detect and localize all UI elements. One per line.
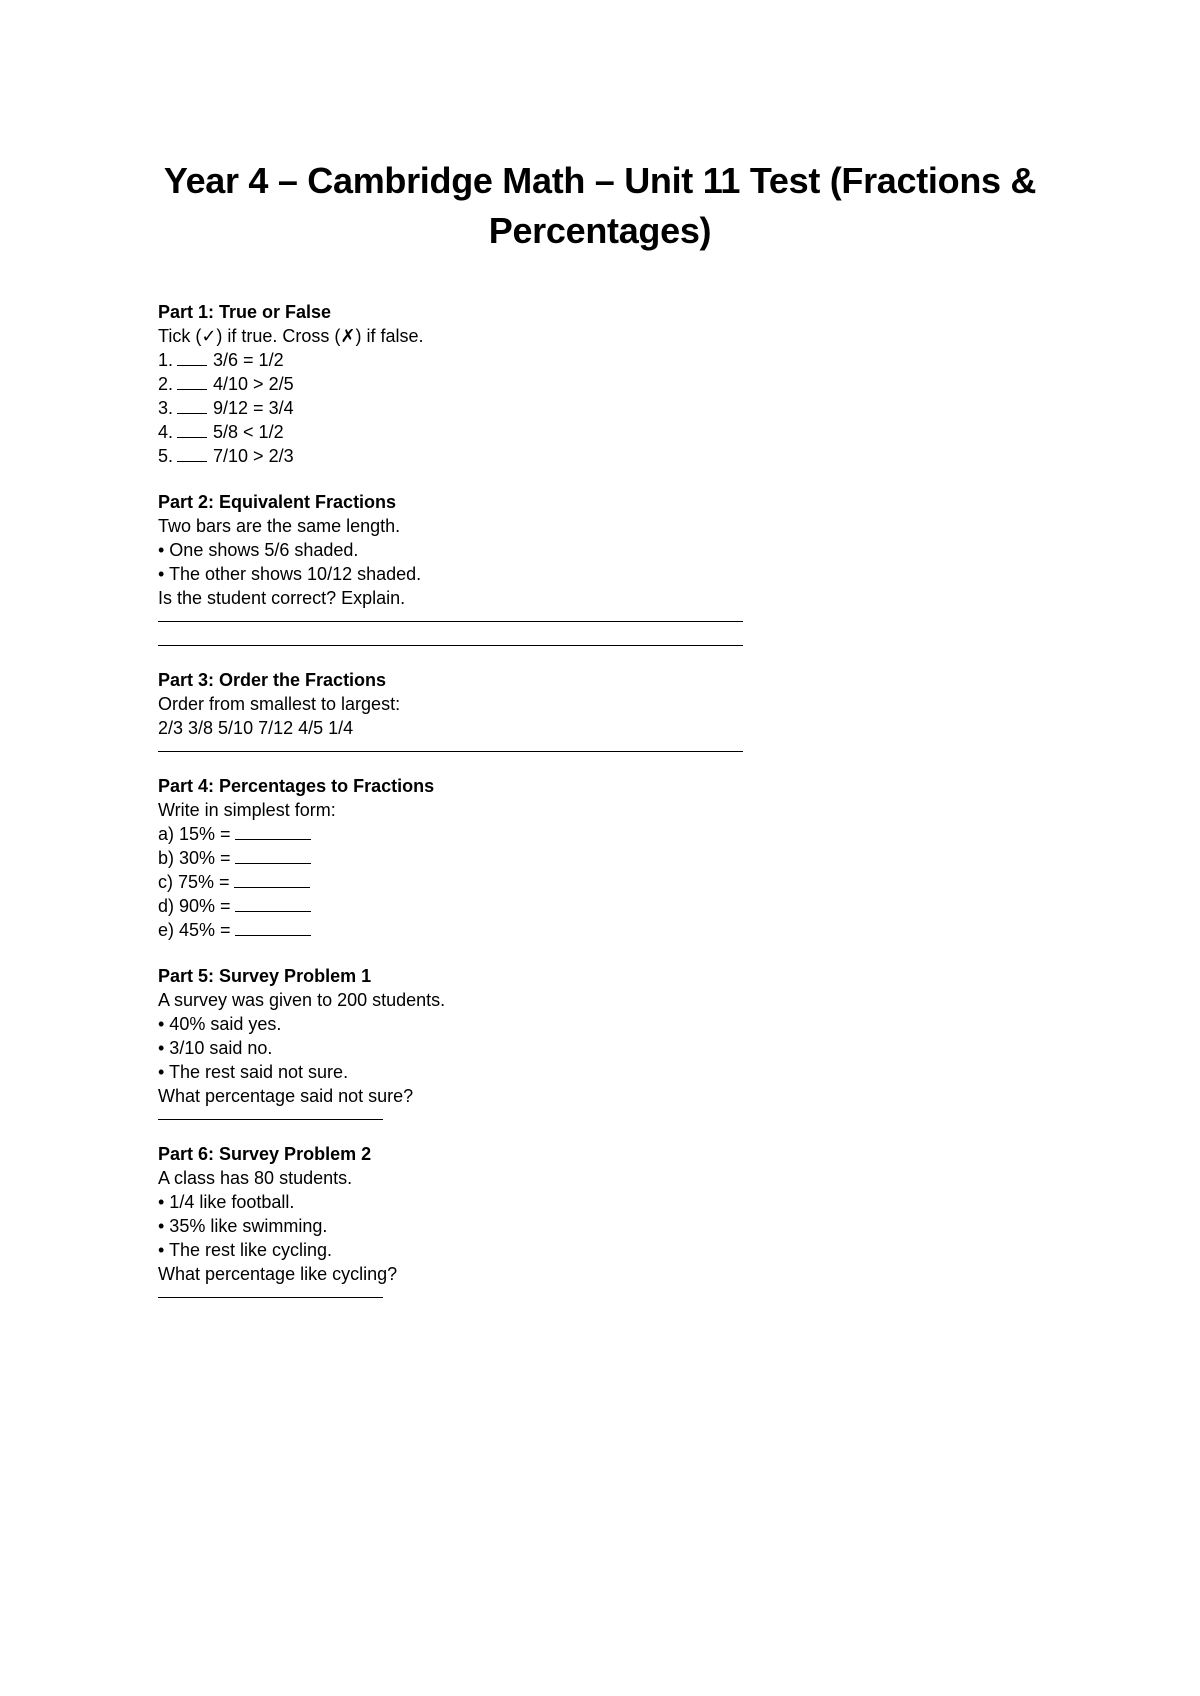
part-1-instruction: Tick (✓) if true. Cross (✗) if false.: [158, 326, 424, 346]
part-5-bullet: • The rest said not sure.: [158, 1062, 349, 1082]
true-false-item: [158, 348, 958, 372]
conversion-prompt: d) 90% =: [158, 896, 231, 916]
answer-line[interactable]: [158, 1119, 383, 1120]
answer-line[interactable]: [158, 751, 743, 752]
worksheet-content: [158, 300, 958, 1298]
answer-blank[interactable]: [177, 399, 207, 414]
item-statement: 3/6 = 1/2: [213, 350, 284, 370]
answer-blank[interactable]: [235, 849, 311, 864]
conversion-prompt: a) 15% =: [158, 824, 231, 844]
true-false-item: [158, 420, 958, 444]
part-6-title: Part 6: Survey Problem 2: [158, 1144, 372, 1164]
part-5-section: [158, 964, 958, 1120]
conversion-prompt: e) 45% =: [158, 920, 231, 940]
part-5-title: Part 5: Survey Problem 1: [158, 966, 372, 986]
answer-line[interactable]: [158, 645, 743, 646]
answer-blank[interactable]: [177, 375, 207, 390]
part-4-title: Part 4: Percentages to Fractions: [158, 776, 435, 796]
conversion-prompt: b) 30% =: [158, 848, 231, 868]
part-6-line: A class has 80 students.: [158, 1168, 353, 1188]
part-3-title: Part 3: Order the Fractions: [158, 670, 387, 690]
conversion-item: [158, 918, 958, 942]
answer-blank[interactable]: [177, 423, 207, 438]
page-title: Year 4 – Cambridge Math – Unit 11 Test (Fractions & Percentages): [163, 160, 1037, 251]
part-6-section: [158, 1142, 958, 1298]
item-statement: 9/12 = 3/4: [213, 398, 294, 418]
part-6-bullet: • 1/4 like football.: [158, 1192, 295, 1212]
part-2-question: Is the student correct? Explain.: [158, 588, 406, 608]
answer-line[interactable]: [158, 621, 743, 622]
part-4-section: [158, 774, 958, 942]
conversion-item: [158, 894, 958, 918]
part-1-title: Part 1: True or False: [158, 302, 332, 322]
part-2-line: Two bars are the same length.: [158, 516, 401, 536]
part-5-line: A survey was given to 200 students.: [158, 990, 446, 1010]
part-4-instruction: Write in simplest form:: [158, 800, 336, 820]
conversion-item: [158, 822, 958, 846]
part-3-instruction: Order from smallest to largest:: [158, 694, 401, 714]
answer-blank[interactable]: [235, 825, 311, 840]
answer-blank[interactable]: [234, 873, 310, 888]
part-2-bullet: • The other shows 10/12 shaded.: [158, 564, 422, 584]
item-number: 2.: [158, 374, 174, 394]
answer-blank[interactable]: [177, 447, 207, 462]
conversion-item: [158, 846, 958, 870]
part-5-bullet: • 3/10 said no.: [158, 1038, 273, 1058]
answer-blank[interactable]: [177, 351, 207, 366]
answer-blank[interactable]: [235, 921, 311, 936]
part-3-section: [158, 668, 958, 752]
part-5-question: What percentage said not sure?: [158, 1086, 414, 1106]
fraction-list: 2/3 3/8 5/10 7/12 4/5 1/4: [158, 718, 354, 738]
true-false-item: [158, 372, 958, 396]
conversion-item: [158, 870, 958, 894]
part-1-section: [158, 300, 958, 468]
true-false-item: [158, 396, 958, 420]
item-statement: 7/10 > 2/3: [213, 446, 294, 466]
item-statement: 4/10 > 2/5: [213, 374, 294, 394]
item-number: 1.: [158, 350, 174, 370]
item-statement: 5/8 < 1/2: [213, 422, 284, 442]
part-2-section: [158, 490, 958, 646]
conversion-prompt: c) 75% =: [158, 872, 230, 892]
true-false-item: [158, 444, 958, 468]
item-number: 3.: [158, 398, 174, 418]
answer-blank[interactable]: [235, 897, 311, 912]
part-2-bullet: • One shows 5/6 shaded.: [158, 540, 359, 560]
item-number: 5.: [158, 446, 174, 466]
item-number: 4.: [158, 422, 174, 442]
answer-line[interactable]: [158, 1297, 383, 1298]
part-2-title: Part 2: Equivalent Fractions: [158, 492, 397, 512]
part-6-bullet: • 35% like swimming.: [158, 1216, 328, 1236]
part-6-bullet: • The rest like cycling.: [158, 1240, 333, 1260]
part-5-bullet: • 40% said yes.: [158, 1014, 282, 1034]
part-6-question: What percentage like cycling?: [158, 1264, 398, 1284]
